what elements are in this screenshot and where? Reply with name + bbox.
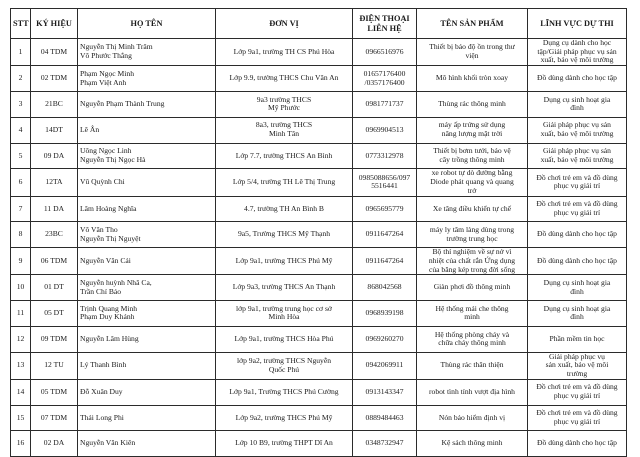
cell-san-pham-line: robot tình tính vượt địa hình [429, 386, 515, 396]
cell-san-pham [417, 379, 528, 405]
cell-ho-ten-line: Võ Văn Tho [80, 224, 118, 234]
cell-stt: 11 [11, 301, 31, 327]
cell-ho-ten [78, 117, 216, 143]
cell-linh-vuc-line: Đồ dùng dành cho học tập [537, 438, 617, 448]
cell-dien-thoai [353, 275, 417, 301]
header-dien-thoai: ĐIỆN THOẠI LIÊN HỆ [353, 9, 417, 39]
cell-dien-thoai-line: 0889484463 [365, 412, 404, 422]
cell-don-vi [216, 169, 353, 196]
cell-linh-vuc [528, 91, 627, 117]
cell-ky-hieu: 06 TDM [31, 248, 78, 275]
cell-linh-vuc-line: Đồ chơi trẻ em và đồ dùng [536, 172, 618, 182]
cell-ho-ten-line: Phạm Duy Khánh [80, 312, 135, 322]
cell-don-vi [216, 275, 353, 301]
cell-linh-vuc-line: phục vụ giải trí [553, 416, 601, 426]
cell-don-vi-line: 9a3 trường THCS [256, 94, 312, 104]
cell-dien-thoai-line: 0913143347 [365, 386, 404, 396]
cell-stt: 14 [11, 379, 31, 405]
contest-entries-table [10, 8, 627, 457]
cell-linh-vuc-line: trường [566, 369, 588, 379]
cell-san-pham [417, 117, 528, 143]
cell-ky-hieu: 05 TDM [31, 379, 78, 405]
cell-don-vi [216, 431, 353, 457]
cell-linh-vuc-line: Đồ dùng dành cho học tập [537, 255, 617, 265]
header-linh-vuc: LĨNH VỰC DỰ THI [528, 9, 627, 39]
cell-linh-vuc-line: Giải pháp phục vụ sản [543, 120, 611, 130]
cell-don-vi [216, 222, 353, 248]
cell-don-vi-line: Mỹ Phước [268, 103, 300, 113]
cell-linh-vuc-line: Dụng cụ sinh hoạt gia [543, 303, 611, 313]
cell-don-vi-line: 4.7, trường TH An Bình B [244, 203, 324, 213]
cell-linh-vuc [528, 352, 627, 379]
cell-don-vi-line: Lớp 9a1, trường THCS Hòa Phú [234, 333, 334, 343]
cell-linh-vuc-line: Dụng cụ sinh hoạt gia [543, 94, 611, 104]
cell-ho-ten-line: Nguyễn Phạm Thành Trung [80, 98, 165, 108]
cell-san-pham-line: cây trồng thông minh [439, 154, 505, 164]
cell-dien-thoai-line: 0969904513 [365, 124, 404, 134]
cell-ho-ten [78, 405, 216, 431]
cell-dien-thoai [353, 326, 417, 352]
cell-stt: 7 [11, 196, 31, 222]
cell-san-pham-line: Xe tăng điều khiển tự chế [432, 203, 512, 213]
cell-don-vi [216, 248, 353, 275]
cell-stt: 10 [11, 275, 31, 301]
cell-linh-vuc-line: phục vụ giải trí [553, 207, 601, 217]
cell-san-pham-line: chữa cháy thông minh [438, 338, 506, 348]
cell-ho-ten [78, 39, 216, 66]
table-row [11, 222, 627, 248]
cell-san-pham-line: Bộ thí nghiệm về sự nở vì [432, 247, 512, 257]
cell-don-vi-line: Minh Tân [268, 129, 300, 139]
cell-linh-vuc-line: đình [570, 103, 584, 113]
cell-ho-ten-line: Nguyễn huỳnh Nhã Ca, [80, 277, 152, 287]
cell-san-pham [417, 326, 528, 352]
cell-don-vi-line: 8a3, trường THCS [255, 120, 313, 130]
table-row [11, 248, 627, 275]
cell-ky-hieu: 02 DA [31, 431, 78, 457]
cell-ky-hieu: 07 TDM [31, 405, 78, 431]
cell-san-pham-line: viện [465, 51, 479, 61]
cell-san-pham-line: Nón bảo hiểm định vị [438, 412, 506, 422]
cell-ho-ten-line: Lý Thanh Bình [80, 360, 127, 370]
cell-dien-thoai [353, 39, 417, 66]
cell-dien-thoai-line: 868042568 [367, 282, 402, 292]
table-row [11, 117, 627, 143]
cell-linh-vuc-line: Đồ dùng dành cho học tập [537, 73, 617, 83]
cell-don-vi-line: Lớp 9a1, trường TH CS Phú Hòa [233, 46, 335, 56]
cell-dien-thoai-line: 0942069911 [365, 360, 404, 370]
cell-dien-thoai-line: 0965695779 [365, 203, 404, 213]
cell-stt: 4 [11, 117, 31, 143]
cell-ho-ten-line: Phạm Việt Anh [80, 77, 127, 87]
cell-don-vi-line: Lớp 9.9, trường THCS Chu Văn An [229, 73, 339, 83]
cell-ho-ten-line: Thái Long Phi [80, 412, 124, 422]
cell-san-pham-line: Hệ thống phòng cháy và [434, 329, 510, 339]
table-row [11, 143, 627, 169]
cell-ky-hieu: 09 DA [31, 143, 78, 169]
cell-linh-vuc [528, 143, 627, 169]
cell-ho-ten-line: Đỗ Xuân Duy [80, 386, 123, 396]
cell-ho-ten-line: Nguyễn Thị Ngọc Hà [80, 154, 146, 164]
cell-dien-thoai [353, 379, 417, 405]
cell-linh-vuc [528, 301, 627, 327]
cell-ky-hieu: 12TA [31, 169, 78, 196]
cell-dien-thoai-line: 0981771737 [365, 98, 404, 108]
cell-san-pham [417, 169, 528, 196]
cell-dien-thoai [353, 91, 417, 117]
cell-san-pham-line: Mô hình khối tròn xoay [435, 73, 509, 83]
cell-dien-thoai [353, 143, 417, 169]
table-row [11, 301, 627, 327]
cell-san-pham [417, 143, 528, 169]
cell-ky-hieu: 05 DT [31, 301, 78, 327]
table-row [11, 275, 627, 301]
cell-linh-vuc-line: sản xuất, bảo vệ môi [545, 360, 609, 370]
cell-linh-vuc-line: xuất, bảo vệ môi trường [540, 154, 614, 164]
cell-san-pham [417, 196, 528, 222]
cell-ho-ten-line: Nguyễn Thị Nguyệt [80, 233, 141, 243]
cell-san-pham-line: minh [464, 312, 480, 322]
cell-linh-vuc-line: Đồ chơi trẻ em và đồ dùng [536, 408, 618, 418]
cell-san-pham-line: Thiết bị bơm tưới, báo vệ [433, 146, 511, 156]
cell-linh-vuc [528, 169, 627, 196]
cell-ho-ten-line: Nguyễn Văn Cải [80, 255, 131, 265]
cell-dien-thoai-line: 0911647264 [365, 255, 404, 265]
table-row [11, 405, 627, 431]
cell-san-pham [417, 352, 528, 379]
cell-san-pham-line: trở [467, 185, 477, 195]
cell-stt: 6 [11, 169, 31, 196]
cell-san-pham-line: trường trung học [446, 233, 498, 243]
table-row [11, 39, 627, 66]
cell-stt: 13 [11, 352, 31, 379]
cell-linh-vuc-line: Đồ chơi trẻ em và đồ dùng [536, 382, 618, 392]
cell-linh-vuc-line: tập/Giải pháp phục vụ sản [537, 46, 617, 56]
cell-san-pham [417, 91, 528, 117]
cell-ho-ten [78, 91, 216, 117]
cell-linh-vuc-line: Giải pháp phục vụ sản [543, 146, 611, 156]
cell-stt: 12 [11, 326, 31, 352]
cell-linh-vuc [528, 196, 627, 222]
cell-ho-ten-line: Trần Chí Bảo [80, 286, 122, 296]
cell-dien-thoai-line: 5516441 [371, 181, 398, 191]
cell-ho-ten [78, 352, 216, 379]
cell-linh-vuc [528, 66, 627, 92]
cell-don-vi [216, 405, 353, 431]
cell-linh-vuc-line: Phần mềm tin học [549, 333, 605, 343]
cell-stt: 1 [11, 39, 31, 66]
cell-san-pham-line: của băng kép trong đời sống [428, 264, 516, 274]
cell-linh-vuc-line: Dụng cụ sinh hoạt gia [543, 277, 611, 287]
table-row [11, 352, 627, 379]
cell-san-pham-line: năng lượng mặt trời [441, 129, 503, 139]
cell-stt: 16 [11, 431, 31, 457]
table-body [11, 39, 627, 457]
cell-ho-ten-line: Uông Ngọc Linh [80, 146, 132, 156]
header-san-pham: TÊN SẢN PHẨM [417, 9, 528, 39]
cell-stt: 5 [11, 143, 31, 169]
cell-dien-thoai-line: 0968939198 [365, 308, 404, 318]
cell-linh-vuc-line: xuất, bảo vệ môi trường [540, 129, 614, 139]
cell-dien-thoai [353, 248, 417, 275]
cell-don-vi-line: Quốc Phú [268, 364, 300, 374]
cell-ky-hieu: 04 TDM [31, 39, 78, 66]
cell-don-vi-line: Lớp 9a1, Trường THCS Phú Cường [229, 386, 339, 396]
cell-dien-thoai-line: 0911647264 [365, 229, 404, 239]
cell-don-vi-line: Lớp 5/4, trường TH Lê Thị Trung [232, 177, 336, 187]
table-row [11, 169, 627, 196]
cell-san-pham-line: Thiết bị báo độ ồn trong thư [429, 42, 515, 52]
cell-ho-ten [78, 196, 216, 222]
cell-ho-ten [78, 143, 216, 169]
cell-ky-hieu: 01 DT [31, 275, 78, 301]
cell-ho-ten-line: Lê Ân [80, 124, 100, 134]
cell-san-pham [417, 301, 528, 327]
cell-don-vi [216, 143, 353, 169]
cell-ho-ten [78, 66, 216, 92]
cell-san-pham-line: Thùng rác thông minh [438, 98, 506, 108]
cell-ho-ten-line: Nguyễn Văn Kiên [80, 438, 136, 448]
cell-linh-vuc-line: Đồ dùng dành cho học tập [537, 229, 617, 239]
table-row [11, 91, 627, 117]
cell-dien-thoai [353, 117, 417, 143]
cell-ho-ten [78, 431, 216, 457]
cell-ho-ten [78, 222, 216, 248]
cell-dien-thoai-line: 0985088656/097 [358, 172, 411, 182]
cell-ky-hieu: 12 TU [31, 352, 78, 379]
cell-don-vi-line: lớp 9a1, trường trung học cơ sở [236, 303, 332, 313]
cell-san-pham-line: nhiệt của chất rắn Ứng dụng [428, 255, 516, 265]
cell-don-vi [216, 91, 353, 117]
cell-ky-hieu: 23BC [31, 222, 78, 248]
cell-linh-vuc [528, 117, 627, 143]
cell-stt: 15 [11, 405, 31, 431]
cell-ho-ten-line: Trịnh Quang Minh [80, 303, 138, 313]
cell-don-vi-line: Lớp 9a1, trường THCS Phú Mỹ [235, 255, 333, 265]
cell-san-pham-line: Kệ sách thông minh [441, 438, 503, 448]
cell-linh-vuc-line: đình [570, 312, 584, 322]
cell-ky-hieu: 21BC [31, 91, 78, 117]
cell-linh-vuc [528, 379, 627, 405]
table-row [11, 379, 627, 405]
cell-don-vi [216, 326, 353, 352]
cell-stt: 3 [11, 91, 31, 117]
cell-linh-vuc [528, 326, 627, 352]
cell-san-pham-line: Diode phát quang và quang [430, 177, 514, 187]
cell-linh-vuc [528, 275, 627, 301]
cell-don-vi-line: Minh Hòa [268, 312, 300, 322]
header-stt: STT [11, 9, 31, 39]
cell-dien-thoai [353, 301, 417, 327]
header-don-vi: ĐƠN VỊ [216, 9, 353, 39]
cell-linh-vuc-line: xuất, bảo vệ môi trường [540, 55, 614, 65]
cell-don-vi-line: 9a5, Trường THCS Mỹ Thạnh [237, 229, 331, 239]
cell-ky-hieu: 14DT [31, 117, 78, 143]
cell-san-pham [417, 275, 528, 301]
cell-linh-vuc [528, 431, 627, 457]
cell-ho-ten-line: Vũ Quỳnh Chi [80, 177, 125, 187]
cell-linh-vuc-line: đình [570, 286, 584, 296]
cell-don-vi [216, 352, 353, 379]
cell-dien-thoai [353, 196, 417, 222]
cell-san-pham [417, 431, 528, 457]
cell-dien-thoai [353, 405, 417, 431]
cell-ho-ten [78, 248, 216, 275]
cell-don-vi [216, 196, 353, 222]
cell-don-vi-line: lớp 9a2, trường THCS Nguyễn [236, 356, 332, 365]
cell-san-pham [417, 222, 528, 248]
cell-don-vi [216, 117, 353, 143]
cell-dien-thoai [353, 222, 417, 248]
cell-linh-vuc [528, 248, 627, 275]
header-row [11, 9, 627, 39]
cell-stt: 8 [11, 222, 31, 248]
cell-san-pham-line: Hệ thống mái che thông [435, 303, 509, 313]
cell-san-pham-line: máy ly tâm làng dùng trong [429, 224, 515, 234]
cell-don-vi [216, 301, 353, 327]
table-row [11, 66, 627, 92]
cell-ho-ten-line: Lâm Hoàng Nghĩa [80, 203, 137, 213]
header-ky-hieu: KÝ HIỆU [31, 9, 78, 39]
table-row [11, 326, 627, 352]
cell-ky-hieu: 02 TDM [31, 66, 78, 92]
cell-san-pham-line: xe robot tự dò đường bằng [431, 168, 513, 178]
header-ho-ten: HỌ TÊN [78, 9, 216, 39]
cell-don-vi [216, 66, 353, 92]
cell-dien-thoai-line: 01657176400 [363, 68, 406, 78]
cell-dien-thoai [353, 66, 417, 92]
cell-dien-thoai [353, 169, 417, 196]
cell-linh-vuc [528, 39, 627, 66]
cell-dien-thoai [353, 431, 417, 457]
cell-don-vi-line: Lớp 10 B9, trường THPT Dĩ An [235, 438, 333, 448]
cell-ho-ten-line: Võ Phước Thắng [80, 51, 132, 61]
cell-ho-ten-line: Nguyễn Thị Minh Trâm [80, 42, 153, 52]
cell-don-vi-line: Lớp 9a3, trường THCS An Thạnh [232, 282, 336, 292]
cell-dien-thoai-line: 0348732947 [365, 438, 404, 448]
cell-linh-vuc-line: phục vụ giải trí [553, 181, 601, 191]
cell-ho-ten [78, 275, 216, 301]
cell-dien-thoai-line: 0966516976 [365, 46, 404, 56]
cell-linh-vuc-line: Dụng cụ dành cho học [542, 38, 612, 47]
cell-san-pham [417, 248, 528, 275]
cell-ho-ten [78, 169, 216, 196]
cell-don-vi [216, 379, 353, 405]
cell-linh-vuc [528, 405, 627, 431]
cell-stt: 2 [11, 66, 31, 92]
cell-linh-vuc-line: Đồ chơi trẻ em và đồ dùng [536, 199, 618, 209]
cell-ky-hieu: 09 TDM [31, 326, 78, 352]
cell-linh-vuc-line: phục vụ giải trí [553, 391, 601, 401]
cell-dien-thoai [353, 352, 417, 379]
cell-san-pham-line: Giàn phơi đồ thông minh [433, 282, 511, 292]
cell-don-vi-line: Lớp 7.7, trường THCS An Bình [235, 150, 333, 160]
cell-dien-thoai-line: 0773312978 [365, 150, 404, 160]
cell-san-pham-line: máy ấp trứng sử dụng [438, 120, 506, 130]
cell-san-pham [417, 405, 528, 431]
cell-dien-thoai-line: /0357176400 [364, 77, 405, 87]
cell-don-vi-line: Lớp 9a2, trường THCS Phú Mỹ [235, 412, 333, 422]
cell-ho-ten [78, 301, 216, 327]
cell-ho-ten-line: Phạm Ngọc Minh [80, 68, 134, 78]
cell-san-pham [417, 66, 528, 92]
cell-don-vi [216, 39, 353, 66]
cell-ho-ten [78, 379, 216, 405]
cell-ho-ten [78, 326, 216, 352]
cell-ky-hieu: 11 DA [31, 196, 78, 222]
cell-stt: 9 [11, 248, 31, 275]
cell-linh-vuc [528, 222, 627, 248]
table-row [11, 431, 627, 457]
table-row [11, 196, 627, 222]
cell-san-pham-line: Thùng rác thân thiện [440, 360, 504, 370]
cell-linh-vuc-line: Giải pháp phục vụ [549, 352, 605, 361]
cell-ho-ten-line: Nguyễn Lâm Hùng [80, 333, 139, 343]
cell-san-pham [417, 39, 528, 66]
cell-dien-thoai-line: 0969260270 [365, 333, 404, 343]
